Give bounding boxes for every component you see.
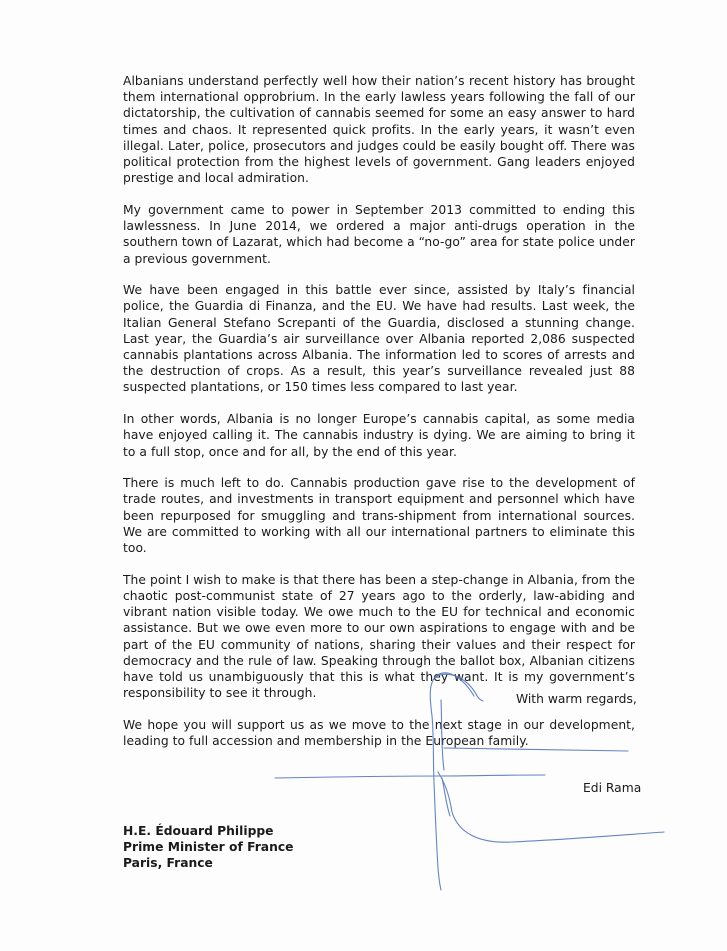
paragraph-3: We have been engaged in this battle ever since, assisted by Italy’s financial police, the Guardia di Finanza, and the EU. We have had results. Last week, the Italian General Stefano Screpanti of the Guardia, disclosed a stunning change. Last year, the Guardia’s air surveillance over Albania reported 2,086 suspected cannabis plantations across Albania. The information led to scores of arrests and the destruction of crops. As a result, this year’s surveillance revealed just 88 suspected plantations, or 150 times less compared to last year. [123,283,635,395]
addressee-name: H.E. Édouard Philippe [123,824,274,838]
paragraph-4: In other words, Albania is no longer Europe’s cannabis capital, as some media have enjoyed calling it. The cannabis industry is dying. We are aiming to bring it to a full stop, once and for all, by the end of this year. [123,412,635,459]
addressee-location: Paris, France [123,856,213,871]
letter-body [123,73,635,765]
paragraph-1: Albanians understand perfectly well how their nation’s recent history has brought them international opprobrium. In the early lawless years following the fall of our dictatorship, the cultivation of cannabis seemed for some an easy answer to hard times and chaos. It represented quick profits. In the early years, it wasn’t even illegal. Later, police, prosecutors and judges could be easily bought off. There was political protection from the highest levels of government. Gang leaders enjoyed prestige and local admiration. [123,74,635,186]
closing-salutation: With warm regards, [516,692,637,706]
paragraph-5: There is much left to do. Cannabis production gave rise to the development of trade routes, and investments in transport equipment and personnel which have been repurposed for smuggling and trans-shipment from international sources. We are committed to working with all our international partners to eliminate this too. [123,476,635,556]
addressee-block [123,823,293,872]
paragraph-6: The point I wish to make is that there has been a step-change in Albania, from the chaotic post-communist state of 27 years ago to the orderly, law-abiding and vibrant nation visible today. We owe much to the EU for technical and economic assistance. But we owe even more to our own aspirations to engage with and be part of the EU community of nations, sharing their values and their respect for democracy and the rule of law. Speaking through the ballot box, Albanian citizens have told us unambiguously that this is what they want. It is my government’s responsibility to see it through. [123,572,635,701]
paragraph-2: My government came to power in September 2013 committed to ending this lawlessness. In June 2014, we ordered a major anti-drugs operation in the southern town of Lazarat, which had become a “no-go” area for state police under a previous government. [123,202,635,266]
addressee-title: Prime Minister of France [123,840,294,855]
paragraph-7: We hope you will support us as we move to the next stage in our development, leading to full accession and membership in the European family. [123,717,635,749]
signatory-name: Edi Rama [583,781,642,795]
